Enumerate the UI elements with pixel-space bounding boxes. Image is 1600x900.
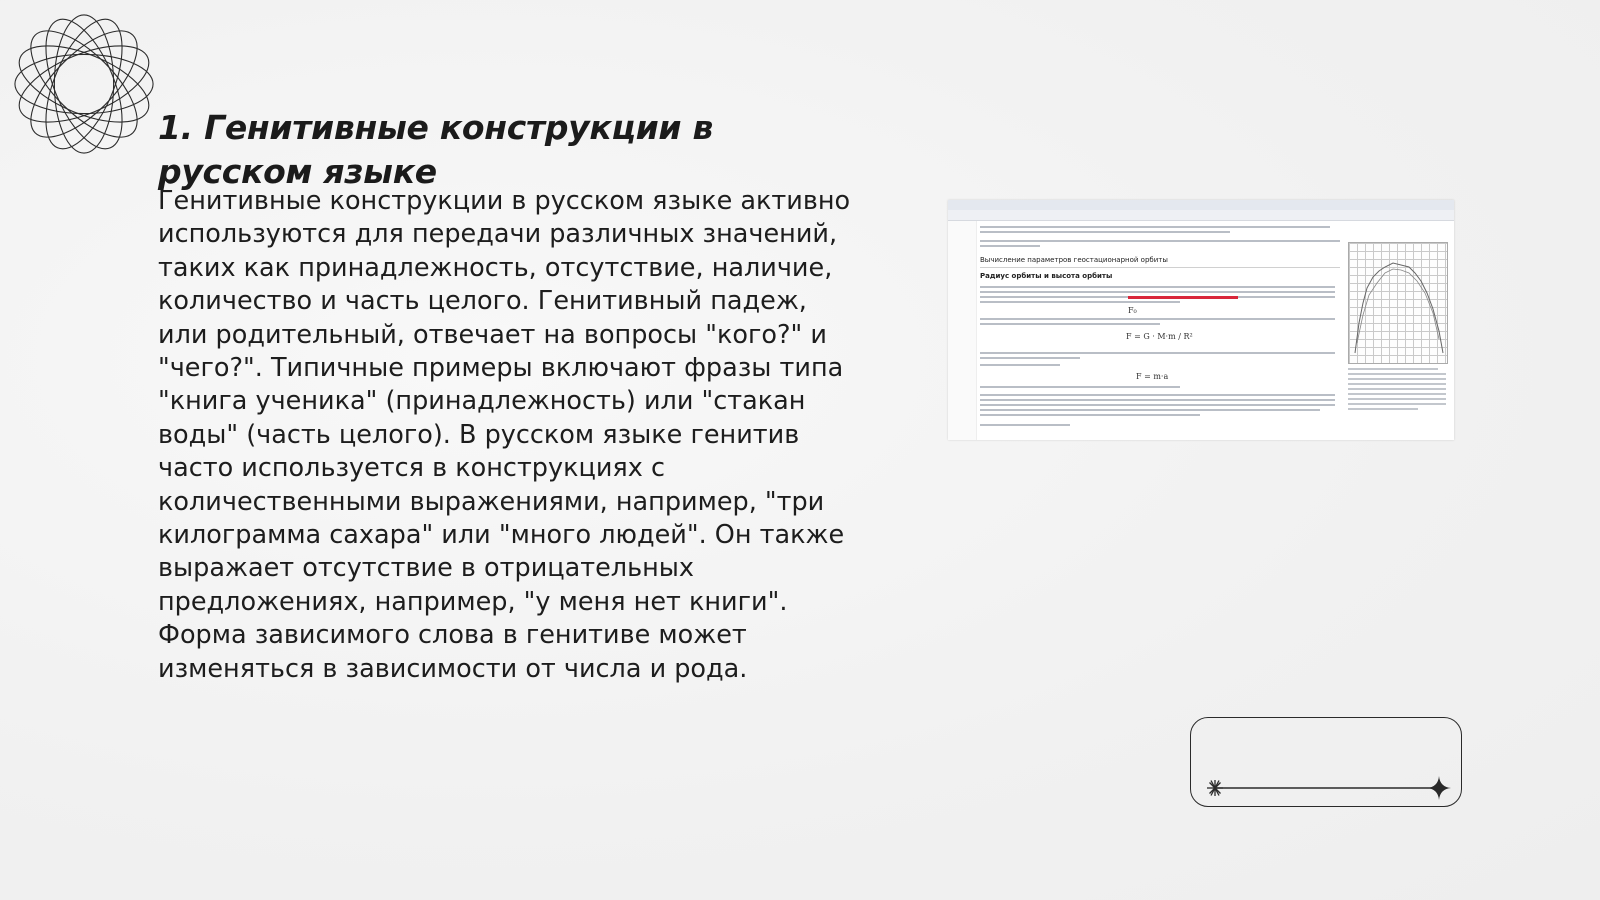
slide-body-text: Генитивные конструкции в русском языке активно используются для передачи различных значений, таких как принадлежность, отсутствие, наличие, количество и часть целого. Генитивный падеж, или родительный, отвечает на вопросы "кого?" и "чего?". Типичные примеры включают фразы типа "книга ученика" (принадлежность) или "стакан воды" (часть целого). В русском языке генитив часто используется в конструкциях с количественными выражениями, например, "три килограмма сахара" или "много людей". Он также выражает отсутствие в отрицательных предложениях, например, "у меня нет книги". Форма зависимого слова в генитиве может изменяться в зависимости от числа и рода. [158,186,851,684]
screenshot-toolbar-secondary [948,210,1454,221]
screenshot-subheading: Радиус орбиты и высота орбиты [980,272,1113,280]
screenshot-sidebar [948,221,977,440]
decorative-rounded-box [1190,717,1462,807]
star-icon [1427,776,1451,800]
screenshot-plot [1348,242,1448,364]
screenshot-highlight [1128,296,1238,299]
sparkle-icon [1207,780,1223,796]
screenshot-formula: F = G · M·m / R² [1126,332,1193,341]
embedded-screenshot: Вычисление параметров геостационарной орбиты Радиус орбиты и высота орбиты F₀ F = G · M·m / R² F = m·a [948,200,1454,440]
spirograph-ornament-icon [10,10,158,158]
screenshot-heading: Вычисление параметров геостационарной орбиты [980,256,1168,264]
slide-title: 1. Генитивные конструкции в русском языке [158,108,714,191]
screenshot-formula-2: F = m·a [1136,372,1169,381]
